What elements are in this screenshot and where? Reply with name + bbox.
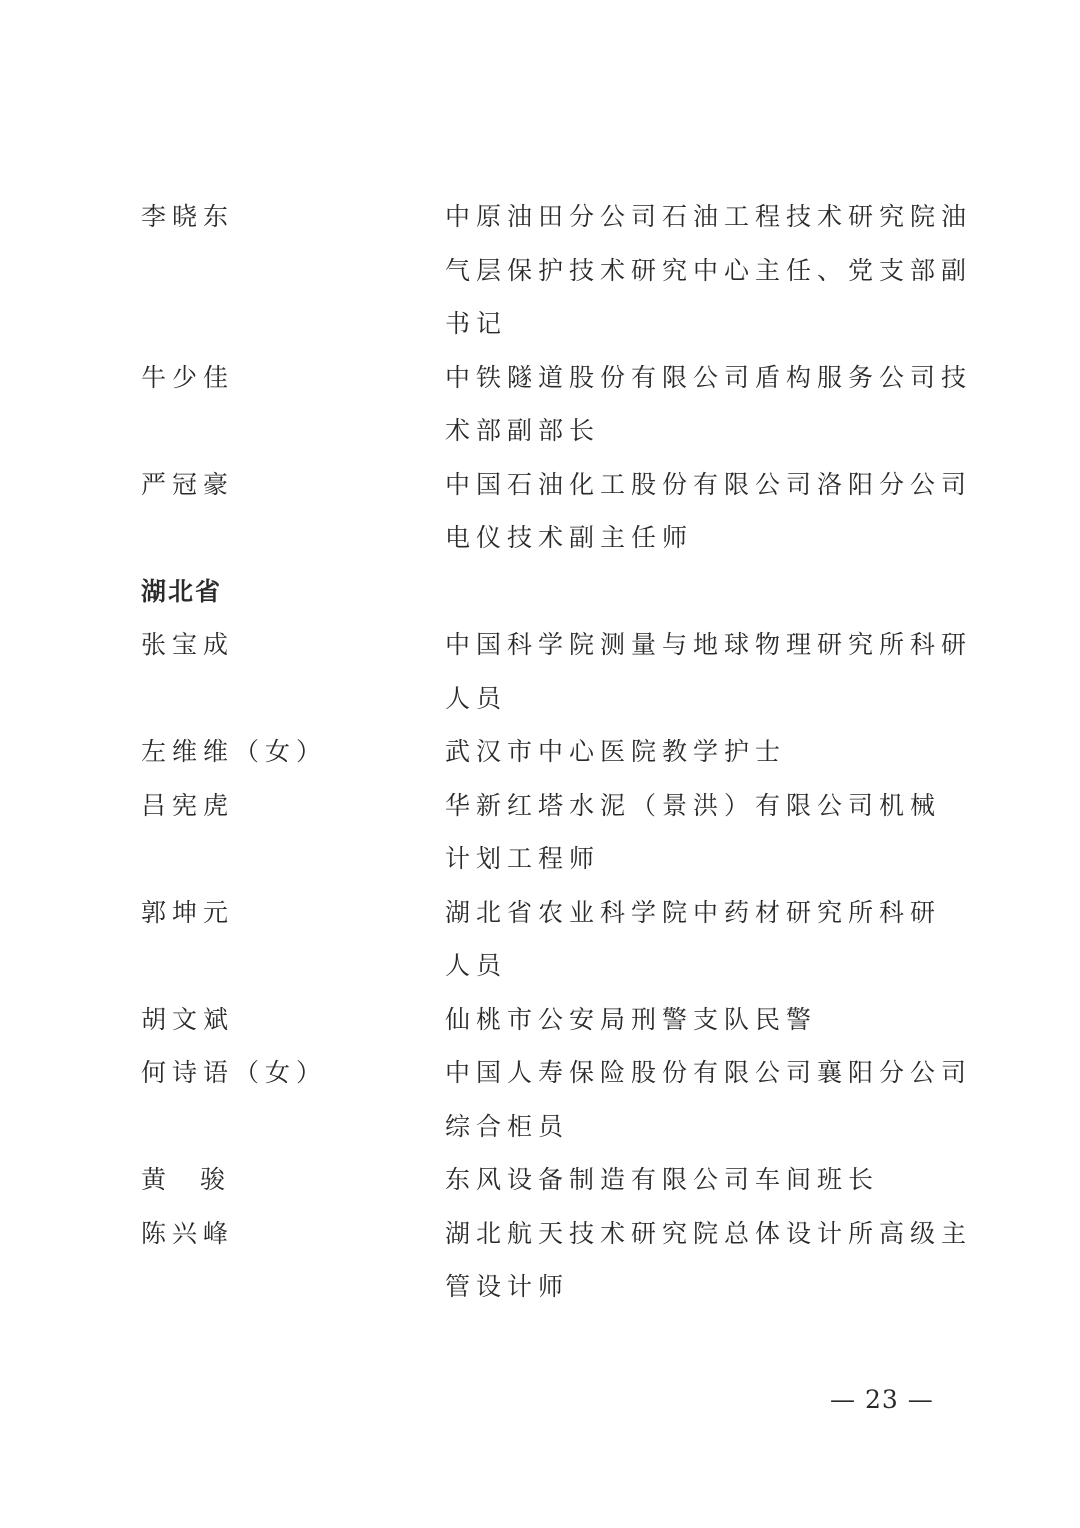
list-item <box>141 458 973 512</box>
award-list <box>141 190 973 1314</box>
person-name: 胡文斌 <box>141 1004 235 1034</box>
person-title: 中国人寿保险股份有限公司襄阳分公司 <box>445 1058 973 1087</box>
person-title: 电仪技术副主任师 <box>445 523 694 552</box>
list-item <box>141 779 941 833</box>
person-title: 人员 <box>445 683 508 713</box>
person-title: 人员 <box>445 951 508 980</box>
person-title: 武汉市中心医院教学护士 <box>445 737 787 766</box>
list-item-continuation <box>141 939 941 993</box>
list-item-continuation <box>141 1260 941 1314</box>
person-title: 中国科学院测量与地球物理研究所科研 <box>445 630 973 659</box>
person-name: 陈兴峰 <box>141 1218 235 1248</box>
province-heading: 湖北省 <box>141 576 223 606</box>
person-title: 管设计师 <box>445 1272 570 1301</box>
person-name: 何诗语（女） <box>141 1058 328 1087</box>
person-name: 吕宪虎 <box>141 790 235 820</box>
person-title: 计划工程师 <box>445 844 601 873</box>
list-item <box>141 1046 973 1100</box>
person-title: 书记 <box>445 309 508 338</box>
page-number: — 23 — <box>830 1385 934 1414</box>
person-title: 术部副部长 <box>445 416 601 445</box>
person-name: 李晓东 <box>141 202 235 231</box>
list-item-continuation <box>141 511 941 565</box>
list-item <box>141 993 941 1047</box>
person-title: 华新红塔水泥（景洪）有限公司机械 <box>445 790 942 820</box>
list-item <box>141 886 941 940</box>
list-item <box>141 1153 941 1207</box>
list-item <box>141 618 973 672</box>
person-name: 黄骏 <box>141 1165 260 1194</box>
person-title: 湖北省农业科学院中药材研究所科研 <box>445 897 942 927</box>
person-title: 中原油田分公司石油工程技术研究院油 <box>445 202 973 231</box>
list-item-continuation <box>141 297 941 351</box>
list-item-continuation <box>141 404 941 458</box>
list-item <box>141 725 941 779</box>
list-item-continuation <box>141 672 941 726</box>
person-title: 中铁隧道股份有限公司盾构服务公司技 <box>445 362 973 392</box>
person-name: 郭坤元 <box>141 897 235 927</box>
list-item-continuation <box>141 1100 941 1154</box>
person-title: 湖北航天技术研究院总体设计所高级主 <box>445 1218 973 1248</box>
person-name: 严冠豪 <box>141 469 235 499</box>
person-title: 中国石油化工股份有限公司洛阳分公司 <box>445 469 973 499</box>
list-item-continuation <box>141 832 941 886</box>
person-title: 东风设备制造有限公司车间班长 <box>445 1165 880 1194</box>
list-item-continuation <box>141 244 973 298</box>
person-name: 左维维（女） <box>141 737 328 766</box>
section-heading <box>141 565 941 619</box>
list-item <box>141 190 973 244</box>
list-item <box>141 351 973 405</box>
person-title: 仙桃市公安局刑警支队民警 <box>445 1004 818 1034</box>
person-name: 张宝成 <box>141 630 235 659</box>
person-name: 牛少佳 <box>141 362 235 392</box>
list-item <box>141 1207 973 1261</box>
person-title: 气层保护技术研究中心主任、党支部副 <box>445 255 973 285</box>
person-title: 综合柜员 <box>445 1111 570 1141</box>
